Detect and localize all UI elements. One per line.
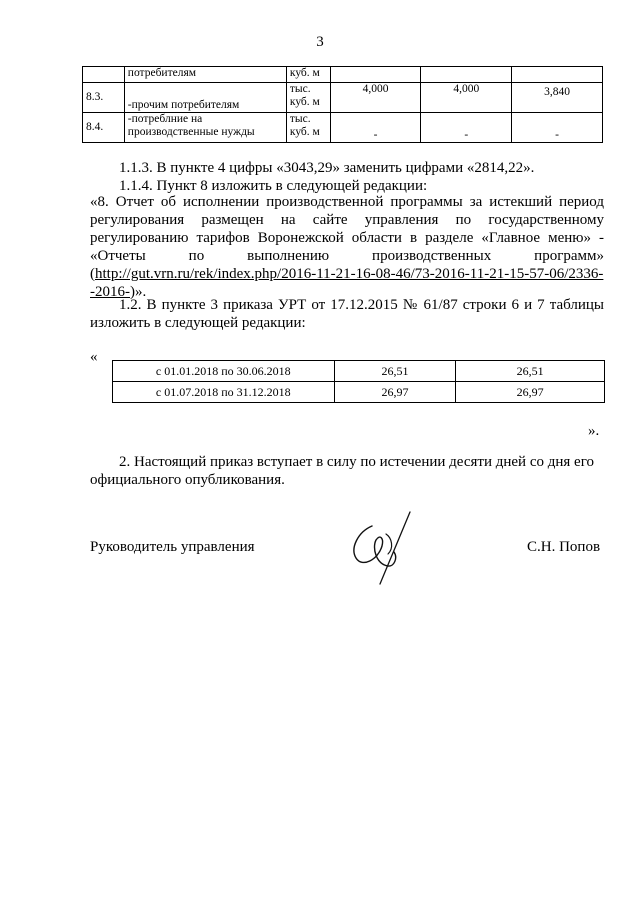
row-value-1: - <box>330 113 421 143</box>
row-unit: тыс. куб. м <box>286 83 330 113</box>
row-unit: тыс. куб. м <box>286 113 330 143</box>
paragraph-8 <box>90 193 604 301</box>
row-value-1: 4,000 <box>330 83 421 113</box>
row-value-2: 4,000 <box>421 83 512 113</box>
reports-link[interactable]: http://gut.vrn.ru/rek/index.php/2016-11-21-16-08-46/73-2016-11-21-15-57-06/2336--2016- <box>90 266 604 300</box>
close-quote: ». <box>588 423 600 439</box>
row-value-2: - <box>421 113 512 143</box>
row-name: -прочим потребителям <box>124 83 286 113</box>
row-value-3: - <box>512 113 603 143</box>
row-number: 8.4. <box>83 113 125 143</box>
tariff-cell: 26,97 <box>334 382 456 403</box>
row-value-2 <box>421 67 512 83</box>
row-unit: куб. м <box>286 67 330 83</box>
table-row <box>113 382 605 403</box>
tariff-table <box>112 360 605 403</box>
paragraph-1-2: 1.2. В пункте 3 приказа УРТ от 17.12.2015 № 61/87 строки 6 и 7 таблицы изложить в следующей редакции: <box>90 297 604 331</box>
row-name: потребителям <box>124 67 286 83</box>
paragraph-1-1-4: 1.1.4. Пункт 8 изложить в следующей редакции: <box>119 178 428 194</box>
paragraph-2: 2. Настоящий приказ вступает в силу по истечении десяти дней со дня его официального опубликования. <box>90 454 594 488</box>
table-row <box>113 361 605 382</box>
row-value-1 <box>330 67 421 83</box>
row-value-3: 3,840 <box>512 83 603 113</box>
table-row <box>83 67 603 83</box>
consumption-table <box>82 66 603 143</box>
page-number: 3 <box>316 34 324 50</box>
paragraph-8-end: )». <box>130 284 147 300</box>
tariff-cell: 26,51 <box>456 361 605 382</box>
row-number: 8.3. <box>83 83 125 113</box>
period-cell: с 01.07.2018 по 31.12.2018 <box>113 382 335 403</box>
row-number <box>83 67 125 83</box>
table-row <box>83 113 603 143</box>
row-value-3 <box>512 67 603 83</box>
paragraph-1-1-3: 1.1.3. В пункте 4 цифры «3043,29» заменить цифрами «2814,22». <box>119 160 535 176</box>
signatory-role: Руководитель управления <box>90 539 255 555</box>
period-cell: с 01.01.2018 по 30.06.2018 <box>113 361 335 382</box>
open-quote: « <box>90 349 98 365</box>
row-name: -потреблние на производственные нужды <box>124 113 286 143</box>
tariff-cell: 26,51 <box>334 361 456 382</box>
table-row <box>83 83 603 113</box>
signatory-name: С.Н. Попов <box>527 539 601 555</box>
paragraph-8-text: «8. Отчет об исполнении производственной программы за истекший период регулирования размещен на сайте управления по государственному регулированию тарифов Воронежской области в разделе «Главное меню» - «Отчеты по выполнению производственных программ» ( <box>90 194 604 282</box>
tariff-cell: 26,97 <box>456 382 605 403</box>
handwritten-signature <box>342 508 422 588</box>
